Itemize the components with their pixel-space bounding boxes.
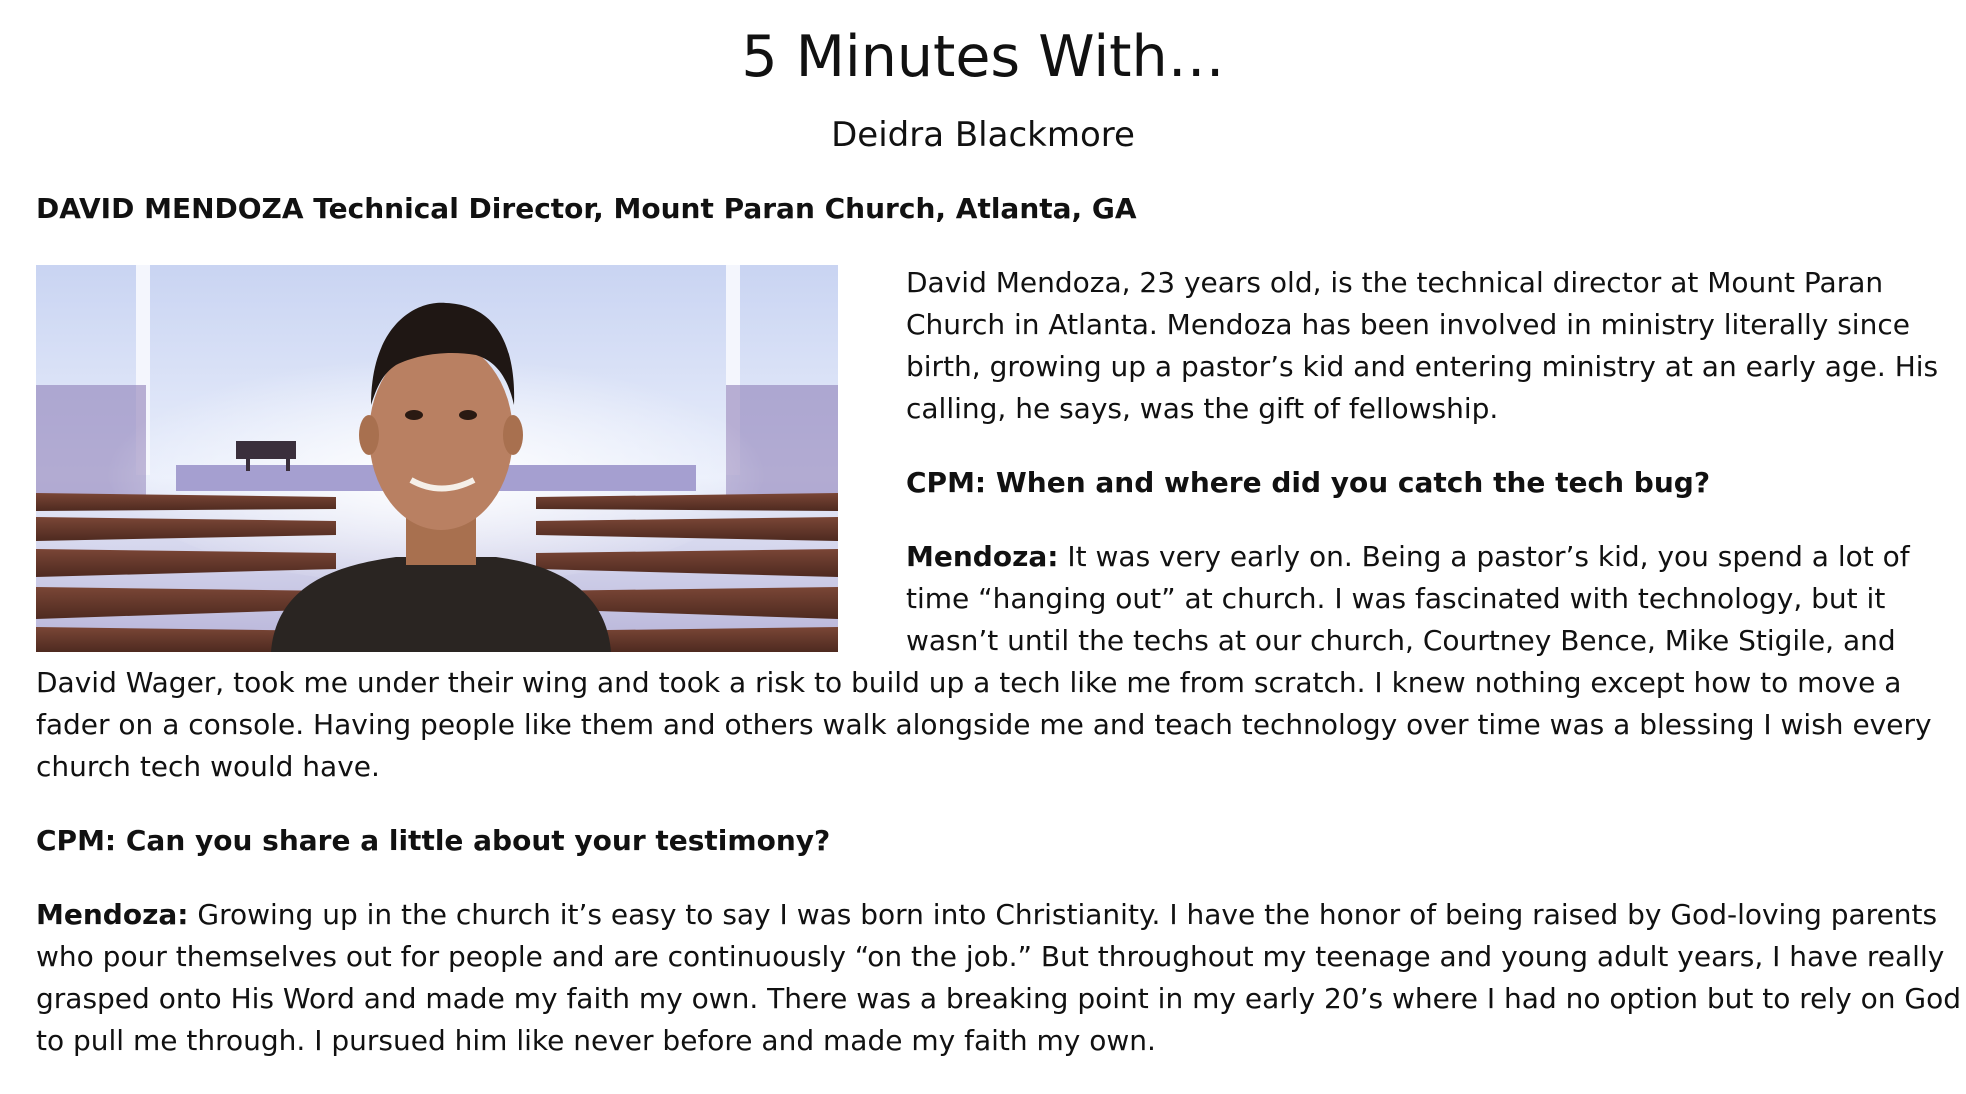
intro-paragraph: David Mendoza, 23 years old, is the technical director at Mount Paran Church in Atlanta. Mendoza has been involved in ministry literally since birth, growing up a pastor’s kid and entering ministry at an early age. His calling, he says, was the gift of fellowship. <box>906 266 1939 425</box>
article-title: 5 Minutes With… <box>741 24 1225 90</box>
answer-1-speaker: Mendoza: <box>906 540 1059 573</box>
answer-1-text: It was very early on. Being a pastor’s kid, you spend a lot of time “hanging out” at church. I was fascinated with technology, but it wasn’t until the techs at our church, Courtney Bence, Mike Stigile, and David Wager, took me under their wing and took a risk to build up a tech like me from scratch. I knew nothing except how to move a fader on a console. Having people like them and others walk alongside me and teach technology over time was a blessing I wish every church tech would have. <box>36 540 1932 783</box>
question-1: CPM: When and where did you catch the tech bug? <box>906 466 1711 499</box>
answer-2-text: Growing up in the church it’s easy to say I was born into Christianity. I have the honor of being raised by God-loving parents who pour themselves out for people and are continuously “on the job.” But throughout my teenage and young adult years, I have really grasped onto His Word and made my faith my own. There was a breaking point in my early 20’s where I had no option but to rely on God to pull me through. I pursued him like never before and made my faith my own. <box>36 898 1962 1057</box>
author-byline: Deidra Blackmore <box>831 115 1135 155</box>
answer-2 <box>36 894 1966 1062</box>
article-body <box>36 262 1966 1094</box>
interview-photo <box>36 265 838 652</box>
question-2: CPM: Can you share a little about your testimony? <box>36 824 831 857</box>
subject-line: DAVID MENDOZA Technical Director, Mount Paran Church, Atlanta, GA <box>36 192 1137 225</box>
person-photo-icon <box>36 265 838 652</box>
answer-2-speaker: Mendoza: <box>36 898 189 931</box>
